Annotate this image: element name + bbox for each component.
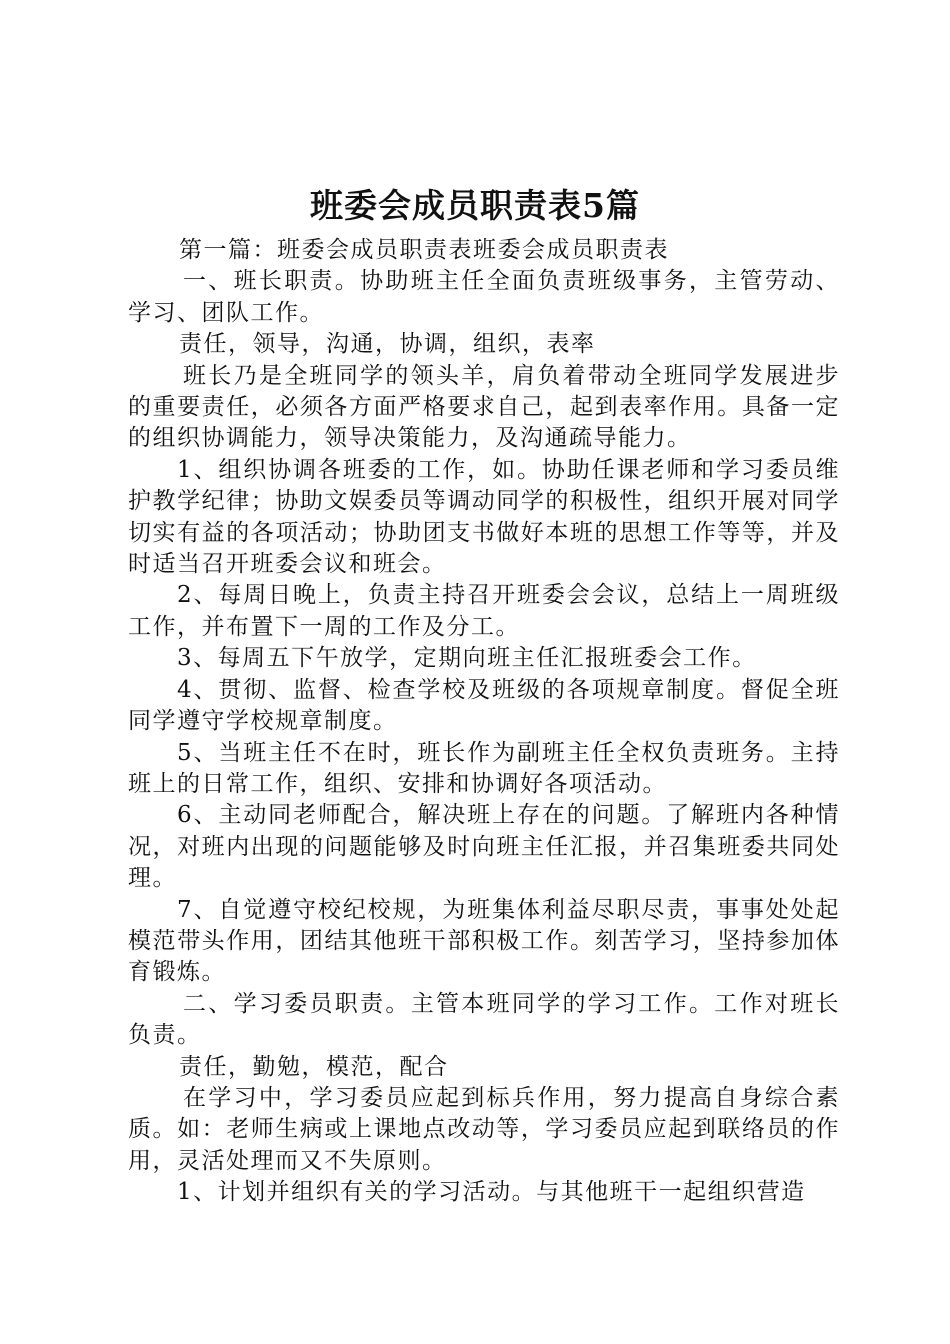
document-body bbox=[128, 235, 840, 1209]
list-item: 7、自觉遵守校纪校规，为班集体利益尽职尽责，事事处处起模范带头作用，团结其他班干部积极工作。刻苦学习，坚持参加体育锻炼。 bbox=[128, 896, 840, 986]
list-item: 6、主动同老师配合，解决班上存在的问题。了解班内各种情况，对班内出现的问题能够及时向班主任汇报，并召集班委共同处理。 bbox=[128, 802, 840, 892]
list-item: 4、贯彻、监督、检查学校及班级的各项规章制度。督促全班同学遵守学校规章制度。 bbox=[128, 676, 840, 735]
list-item: 2、每周日晚上，负责主持召开班委会会议，总结上一周班级工作，并布置下一周的工作及分工。 bbox=[128, 582, 840, 640]
chapter-heading: 第一篇：班委会成员职责表班委会成员职责表 bbox=[179, 237, 669, 263]
description-study: 在学习中，学习委员应起到标兵作用，努力提高自身综合素质。如：老师生病或上课地点改动等，学习委员应起到联络员的作用，灵活处理而又不失原则。 bbox=[128, 1084, 840, 1174]
document-title: 班委会成员职责表5篇 bbox=[310, 186, 640, 225]
keywords-monitor: 责任，领导，沟通，协调，组织，表率 bbox=[179, 331, 596, 358]
list-item: 1、组织协调各班委的工作，如。协助任课老师和学习委员维护教学纪律；协助文娱委员等调动同学的积极性，组织开展对同学切实有益的各项活动；协助团支书做好本班的思想工作等等，并及时适当召开班委会议和班会。 bbox=[128, 456, 840, 578]
keywords-study: 责任，勤勉，模范，配合 bbox=[179, 1053, 449, 1080]
section-heading-monitor: 一、班长职责。协助班主任全面负责班级事务，主管劳动、学习、团队工作。 bbox=[128, 268, 840, 326]
section-heading-study: 二、学习委员职责。主管本班同学的学习工作。工作对班长负责。 bbox=[128, 990, 840, 1049]
list-item: 3、每周五下午放学，定期向班主任汇报班委会工作。 bbox=[177, 645, 757, 672]
description-monitor: 班长乃是全班同学的领头羊，肩负着带动全班同学发展进步的重要责任，必须各方面严格要求自己，起到表率作用。具备一定的组织协调能力，领导决策能力，及沟通疏导能力。 bbox=[128, 362, 840, 452]
list-item: 5、当班主任不在时，班长作为副班主任全权负责班务。主持班上的日常工作，组织、安排和协调好各项活动。 bbox=[128, 739, 840, 797]
list-item: 1、计划并组织有关的学习活动。与其他班干一起组织营造 bbox=[177, 1179, 806, 1206]
